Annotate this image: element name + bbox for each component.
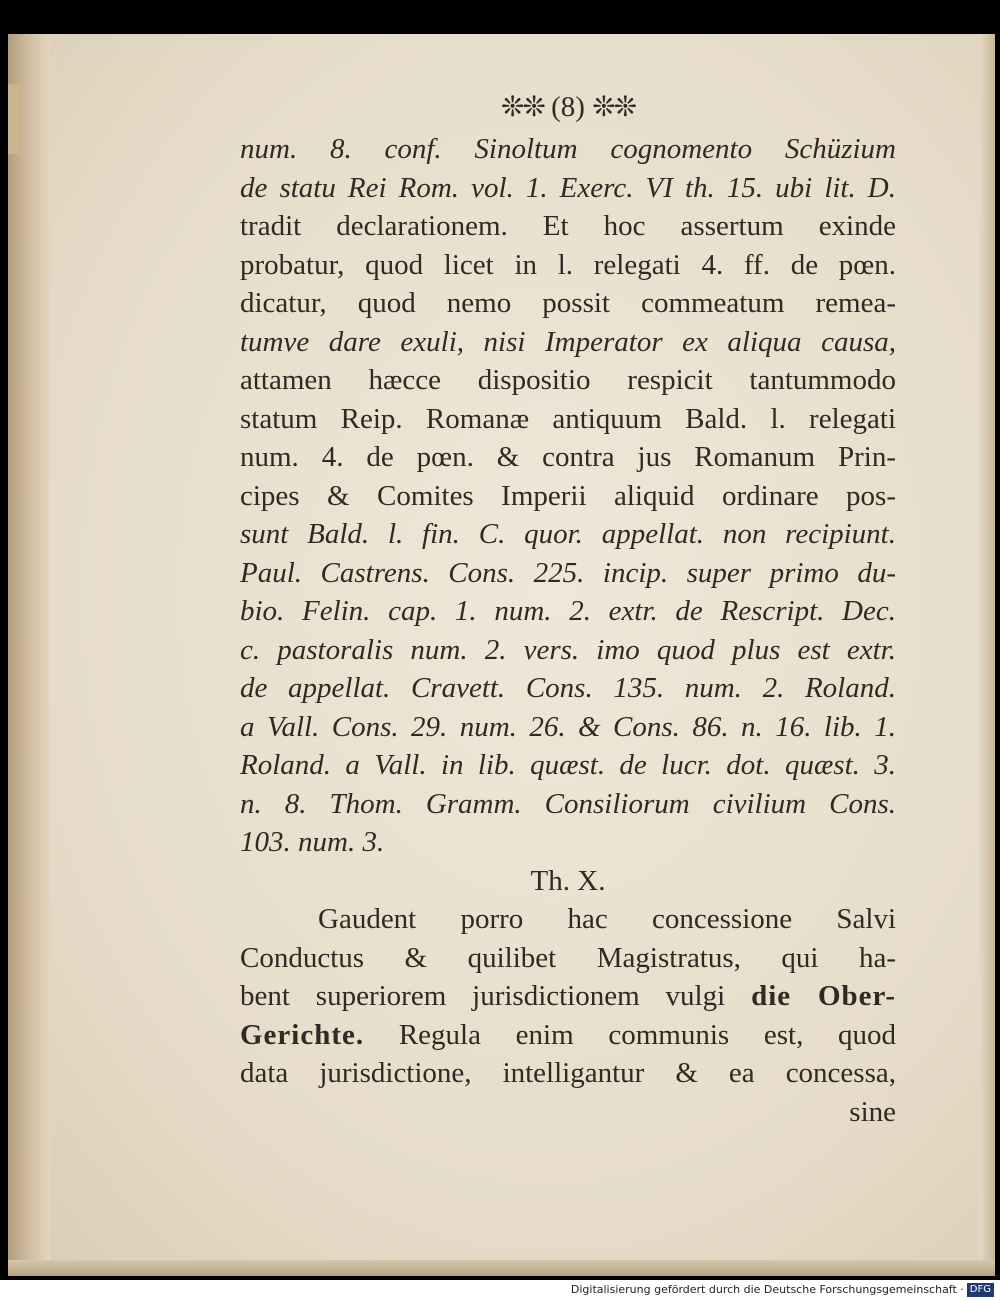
paragraph-line: data jurisdictione, intelligantur & ea concessa, xyxy=(240,1057,896,1089)
digitization-footer xyxy=(0,1280,1000,1300)
ornament-right-icon: ❊❊ xyxy=(592,92,636,123)
text-line: cipes & Comites Imperii aliquid ordinare pos- xyxy=(240,479,896,512)
text-line: num. 4. de pœn. & contra jus Romanum Prin- xyxy=(240,441,896,473)
text-line: de statu Rei Rom. vol. 1. Exerc. VI th. 15. ubi lit. D. xyxy=(240,171,896,204)
fraktur-text: Gerichte. xyxy=(240,1018,365,1051)
section-title: Th. X. xyxy=(530,864,606,897)
fraktur-text: die Ober- xyxy=(751,980,896,1012)
page-tab xyxy=(8,84,20,154)
footer-text: Digitalisierung gefördert durch die Deutsche Forschungsgemeinschaft · xyxy=(570,1283,964,1296)
text-line: tradit declarationem. Et hoc assertum exinde xyxy=(240,210,896,242)
page-right-edge xyxy=(979,34,995,1276)
text-line: tumve dare exuli, nisi Imperator ex aliqua causa, xyxy=(240,325,896,358)
text-line: dicatur, quod nemo possit commeatum remea- xyxy=(240,287,896,319)
text-line: bio. Felin. cap. 1. num. 2. extr. de Rescript. Dec. xyxy=(240,595,896,627)
paragraph-text: bent superiorem jurisdictionem vulgi xyxy=(240,980,726,1012)
text-block xyxy=(240,86,896,1131)
text-line: Paul. Castrens. Cons. 225. incip. super primo du- xyxy=(240,556,896,589)
text-line: n. 8. Thom. Gramm. Consiliorum civilium Cons. xyxy=(240,787,896,820)
paragraph-line: Conductus & quilibet Magistratus, qui ha- xyxy=(240,941,896,974)
paragraph-line: Gaudent porro hac concessione Salvi xyxy=(318,903,896,935)
text-line: statum Reip. Romanæ antiquum Bald. l. relegati xyxy=(240,402,896,435)
text-line: sunt Bald. l. fin. C. quor. appellat. non recipiunt. xyxy=(240,518,896,550)
dfg-logo-icon: DFG xyxy=(967,1283,994,1297)
text-line: de appellat. Cravett. Cons. 135. num. 2. Roland. xyxy=(240,672,896,704)
text-line: 103. num. 3. xyxy=(240,826,385,858)
catchword: sine xyxy=(849,1095,896,1128)
text-line: c. pastoralis num. 2. vers. imo quod plus est extr. xyxy=(240,633,896,666)
paragraph-line xyxy=(240,1016,896,1055)
page-header xyxy=(240,86,896,128)
paragraph-text: Regula enim communis est, quod xyxy=(398,1018,896,1051)
text-line: probatur, quod licet in l. relegati 4. ff. de pœn. xyxy=(240,248,896,281)
page-number: (8) xyxy=(551,91,585,123)
ornament-left-icon: ❊❊ xyxy=(500,92,544,123)
text-line: a Vall. Cons. 29. num. 26. & Cons. 86. n. 16. lib. 1. xyxy=(240,710,896,743)
paragraph-line xyxy=(240,977,896,1016)
text-line: attamen hæcce dispositio respicit tantummodo xyxy=(240,364,896,396)
text-line: Roland. a Vall. in lib. quæst. de lucr. dot. quæst. 3. xyxy=(240,749,896,781)
page-bottom-edge xyxy=(8,1260,995,1276)
text-line: num. 8. conf. Sinoltum cognomento Schüzium xyxy=(240,133,896,165)
page-left-edge xyxy=(8,34,50,1276)
